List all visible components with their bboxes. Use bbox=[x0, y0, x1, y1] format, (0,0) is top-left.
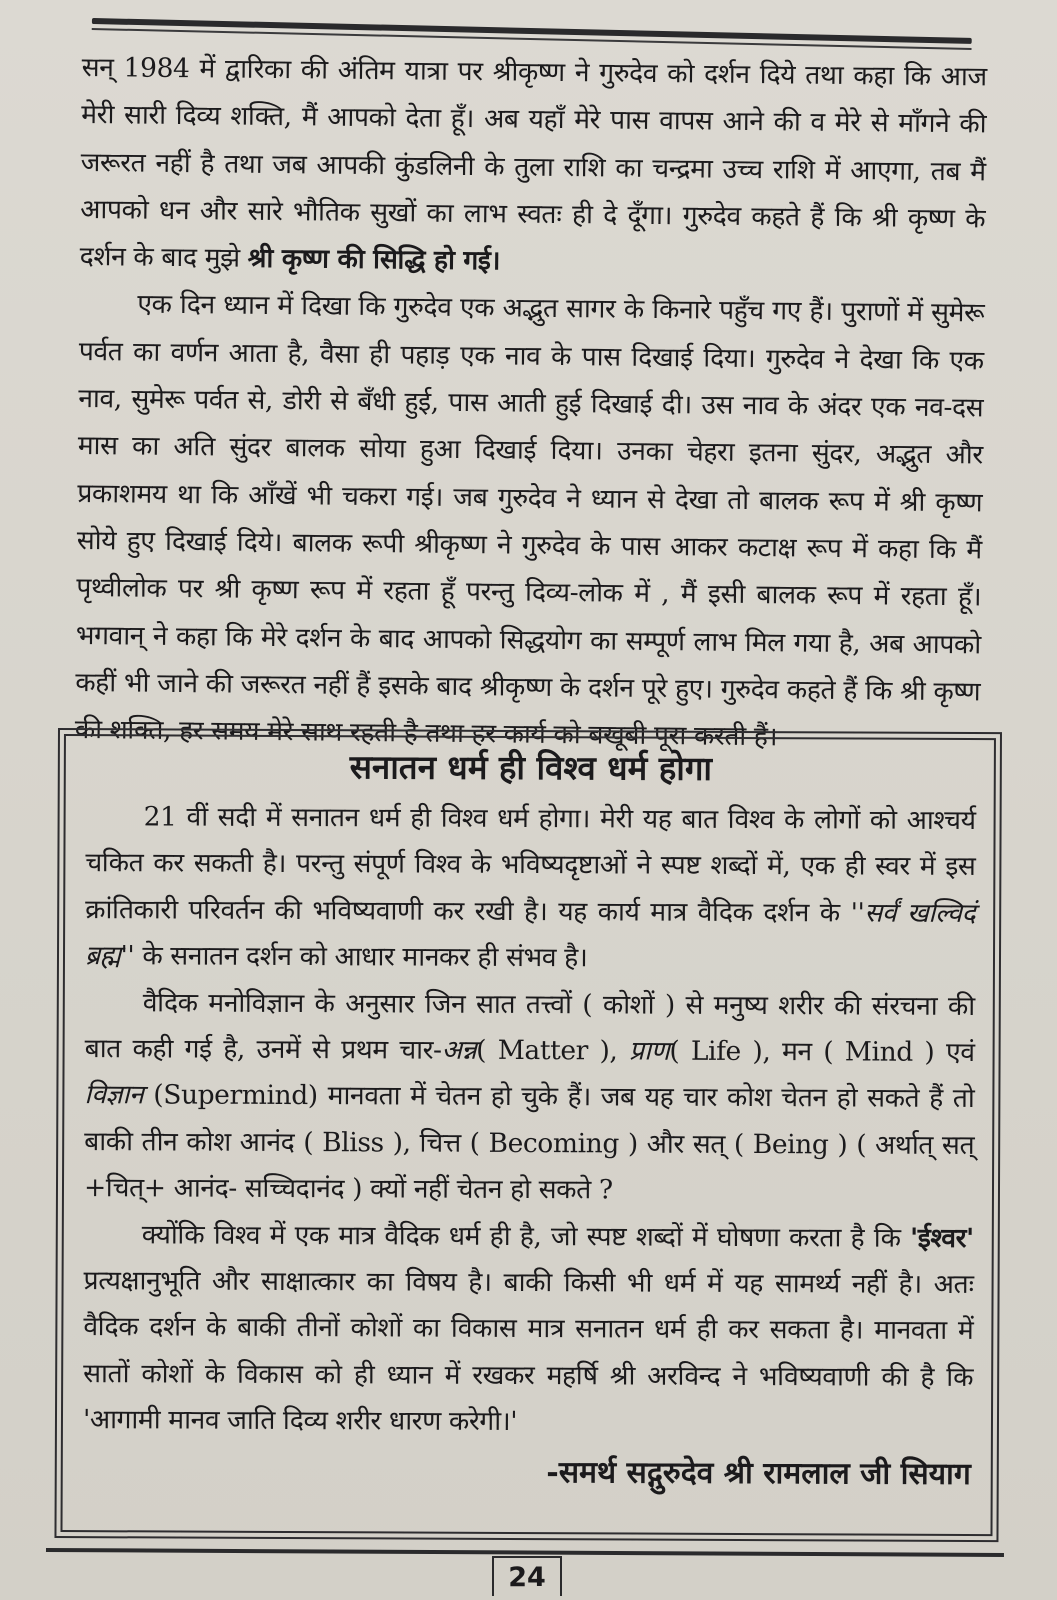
boxed-article-inner-border bbox=[60, 734, 995, 1536]
bold-phrase-krishna-siddhi: श्री कृष्ण की सिद्धि हो गई। bbox=[247, 242, 501, 277]
paragraph-text: ( Matter ), bbox=[476, 1034, 630, 1067]
paragraph-text: ( Life ), मन ( Mind ) एवं bbox=[669, 1035, 975, 1069]
main-text-section bbox=[75, 44, 987, 763]
paragraph-text: क्योंकि विश्व में एक मात्र वैदिक धर्म ही है, जो स्पष्ट शब्दों में घोषणा करता है कि bbox=[141, 1219, 911, 1254]
bold-term-ishwar: 'ईश्वर' bbox=[910, 1222, 974, 1254]
boxed-paragraph-2 bbox=[84, 980, 975, 1216]
paragraph-text: के सनातन दर्शन को आधार मानकर ही संभव है। bbox=[134, 940, 588, 974]
boxed-article bbox=[54, 728, 1002, 1542]
paragraph-krishna-darshan bbox=[80, 44, 987, 290]
boxed-article-title: सनातन धर्म ही विश्व धर्म होगा bbox=[349, 747, 713, 788]
author-signature: -समर्थ सद्गुरुदेव श्री रामलाल जी सियाग bbox=[546, 1454, 971, 1492]
paragraph-text: प्रत्यक्षानुभूति और साक्षात्कार का विषय है। बाकी किसी भी धर्म में यह सामर्थ्य नहीं है। अतः वैदिक दर्शन के बाकी तीनों कोशों का विकास मात्र सनातन धर्म ही कर सकता है। मानवता में सातों कोशों के विकास को ही ध्यान में रखकर महर्षि श्री अरविन्द ने भविष्यवाणी की है कि 'आगामी मानव जाति दिव्य शरीर धारण करेगी।' bbox=[82, 1265, 974, 1438]
paragraph-text: सन् 1984 में द्वारिका की अंतिम यात्रा पर श्रीकृष्ण ने गुरुदेव को दर्शन दिये तथा कहा कि आज मेरी सारी दिव्य शक्ति, मैं आपको देता हूँ। अब यहाँ मेरे पास वापस आने की व मेरे से माँगने की जरूरत नहीं है तथा जब आपकी कुंडलिनी के तुला राशि का चन्द्रमा उच्च राशि में आएगा, तब मैं आपको धन और सारे भौतिक सुखों का लाभ स्वतः ही दे दूँगा। गुरुदेव कहते हैं कि श्री कृष्ण के दर्शन के बाद मुझे bbox=[79, 51, 987, 274]
paragraph-text: 21 वीं सदी में सनातन धर्म ही विश्व धर्म होगा। मेरी यह बात विश्व के लोगों को आश्चर्य चकित कर सकती है। परन्तु संपूर्ण विश्व के भविष्यदृष्टाओं ने स्पष्ट शब्दों में, एक ही स्वर में इस क्रांतिकारी परिवर्तन की भविष्यवाणी कर रखी है। यह कार्य मात्र वैदिक दर्शन के bbox=[85, 801, 976, 929]
italic-term-anna: अन्न bbox=[441, 1034, 477, 1066]
boxed-paragraph-3 bbox=[83, 1212, 974, 1448]
page-number: 24 bbox=[492, 1556, 562, 1596]
italic-term-prana: प्राण bbox=[628, 1035, 670, 1067]
paragraph-sagar-vision: एक दिन ध्यान में दिखा कि गुरुदेव एक अद्भुत सागर के किनारे पहुँच गए हैं। पुराणों में सुमेरू पर्वत का वर्णन आता है, वैसा ही पहाड़ एक नाव के पास दिखाई दिया। गुरुदेव ने देखा कि एक नाव, सुमेरू पर्वत से, डोरी से बँधी हुई, पास आती हुई दिखाई दी। उस नाव के अंदर एक नव-दस मास का अति सुंदर बालक सोया हुआ दिखाई दिया। उनका चेहरा इतना सुंदर, अद्भुत और प्रकाशमय था कि आँखें भी चकरा गई। जब गुरुदेव ने ध्यान से देखा तो बालक रूप में श्री कृष्ण सोये हुए दिखाई दिये। बालक रूपी श्रीकृष्ण ने गुरुदेव के पास आकर कटाक्ष रूप में कहा कि मैं पृथ्वीलोक पर श्री कृष्ण रूप में रहता हूँ परन्तु दिव्य-लोक में , मैं इसी बालक रूप में रहता हूँ। भगवान् ने कहा कि मेरे दर्शन के बाद आपको सिद्धयोग का सम्पूर्ण लाभ मिल गया है, अब आपको कहीं भी जाने की जरूरत नहीं हैं इसके बाद श्रीकृष्ण के दर्शन पूरे हुए। गुरुदेव कहते हैं कि श्री कृष्ण की शक्ति, हर समय मेरे साथ रहती है तथा हर कार्य को बखूबी पूरा करती हैं। bbox=[74, 289, 985, 753]
italic-term-vigyan: विज्ञान bbox=[84, 1079, 144, 1111]
paragraph-text: (Supermind) मानवता में चेतन हो चुके हैं। जब यह चार कोश चेतन हो सकते हैं तो बाकी तीन कोश आनंद ( Bliss ), चित्त ( Becoming ) और सत् ( Being ) ( अर्थात् सत् +चित्+ आनंद- सच्चिदानंद ) क्यों नहीं चेतन हो सकते ? bbox=[83, 1079, 975, 1206]
italic-quote: ''सर्वं खल्विदं ब्रह्म'' bbox=[84, 897, 976, 972]
paragraph-text: वैदिक मनोविज्ञान के अनुसार जिन सात तत्त्वों ( कोशों ) से मनुष्य शरीर की संरचना की बात कही गई है, उनमें से प्रथम चार- bbox=[84, 986, 975, 1066]
boxed-paragraph-1 bbox=[85, 794, 976, 984]
